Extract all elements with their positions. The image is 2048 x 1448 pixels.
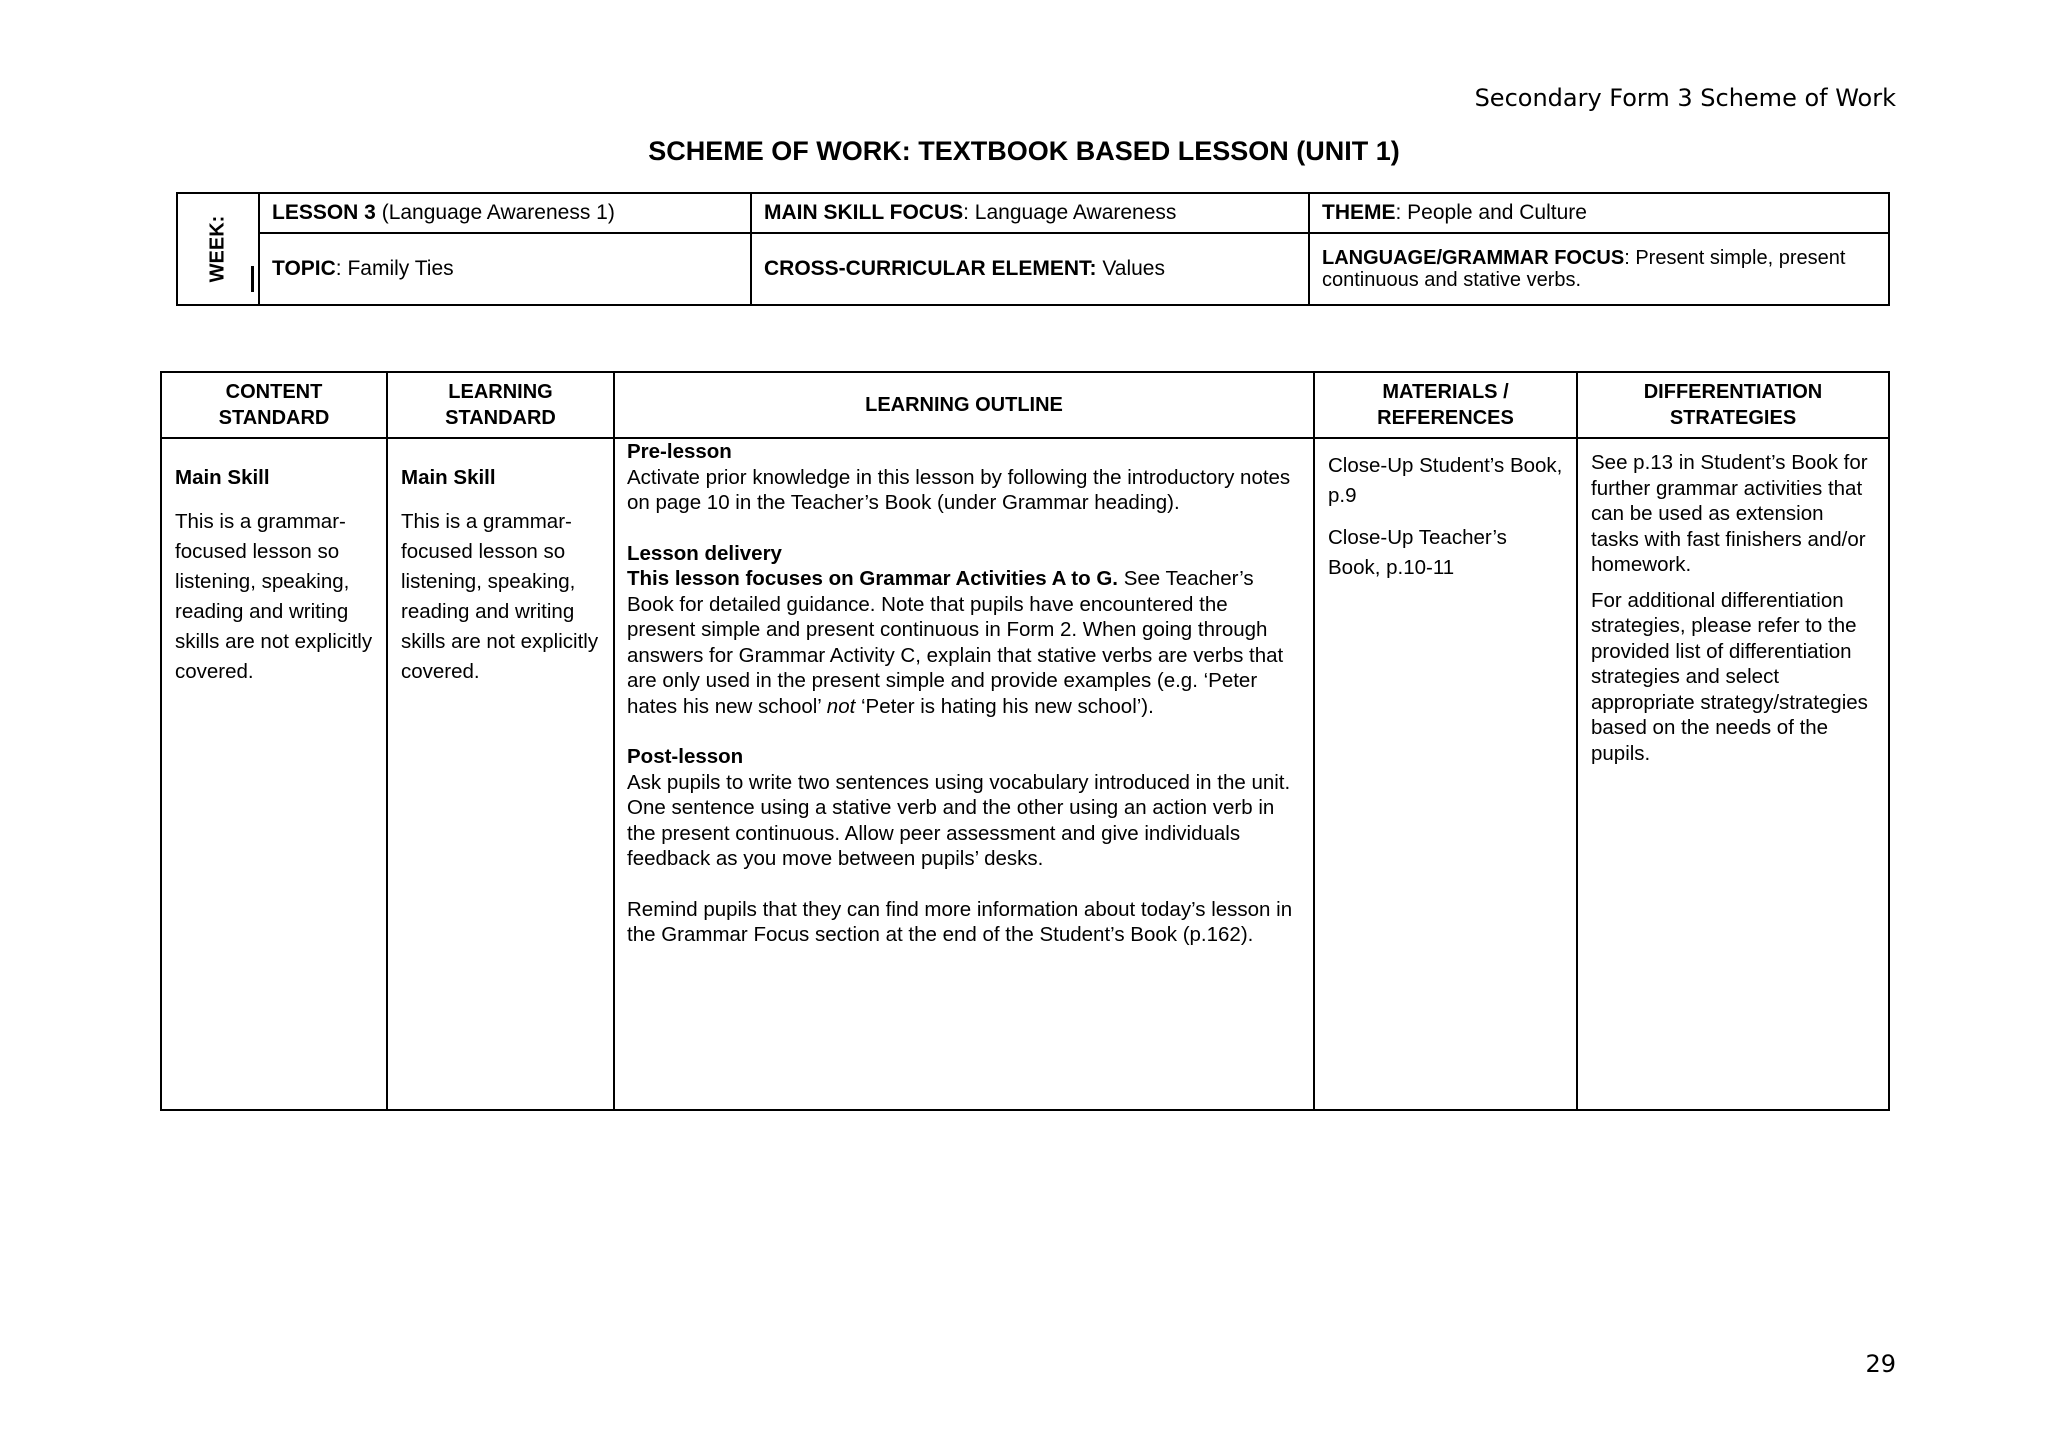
theme-value: : People and Culture bbox=[1395, 201, 1587, 225]
topic-value: : Family Ties bbox=[335, 257, 454, 281]
differentiation-paragraph: See p.13 in Student’s Book for further grammar activities that can be used as extension tasks with fast finishers and/or homework. bbox=[1591, 451, 1868, 576]
cross-curricular-value: Values bbox=[1096, 257, 1165, 281]
materials-header: MATERIALS / REFERENCES bbox=[1314, 372, 1577, 438]
week-cell bbox=[177, 193, 259, 305]
material-item: Close-Up Teacher’s Book, p.10-11 bbox=[1328, 526, 1507, 579]
learning-standard-heading: Main Skill bbox=[401, 466, 496, 489]
differentiation-cell bbox=[1577, 438, 1889, 1110]
learning-standard-cell bbox=[387, 438, 614, 1110]
theme-cell bbox=[1309, 193, 1889, 233]
language-focus-value: : Present simple, present continuous and stative verbs. bbox=[1322, 247, 1846, 292]
week-value-mark bbox=[251, 266, 254, 292]
learning-outline-header: LEARNING OUTLINE bbox=[614, 372, 1314, 438]
info-row-2 bbox=[177, 233, 1889, 305]
lesson-delivery-heading: Lesson delivery bbox=[627, 541, 782, 565]
info-row-1 bbox=[177, 193, 1889, 233]
lesson-cell bbox=[259, 193, 751, 233]
learning-standard-header: LEARNING STANDARD bbox=[387, 372, 614, 438]
learning-outline-cell bbox=[614, 438, 1314, 1110]
content-standard-heading: Main Skill bbox=[175, 466, 270, 489]
header-row bbox=[161, 372, 1889, 438]
learning-standard-text: This is a grammar-focused lesson so listening, speaking, reading and writing skills are not explicitly covered. bbox=[401, 510, 599, 683]
lesson-label: LESSON 3 bbox=[272, 201, 376, 225]
lesson-delivery-text-2: ‘Peter is hating his new school’). bbox=[855, 694, 1154, 718]
post-lesson-heading: Post-lesson bbox=[627, 745, 744, 768]
language-focus-cell bbox=[1309, 233, 1889, 305]
differentiation-paragraph: For additional differentiation strategies, please refer to the provided list of differentiation strategies and select appropriate strategy/strategies based on the needs of the pupils. bbox=[1591, 588, 1868, 765]
cross-curricular-cell bbox=[751, 233, 1309, 305]
lesson-plan-table bbox=[160, 371, 1890, 1111]
pre-lesson-heading: Pre-lesson bbox=[627, 440, 732, 463]
theme-label: THEME bbox=[1322, 201, 1396, 225]
main-skill-value: : Language Awareness bbox=[963, 201, 1177, 225]
material-item: Close-Up Student’s Book, p.9 bbox=[1328, 454, 1563, 507]
running-header: Secondary Form 3 Scheme of Work bbox=[1474, 84, 1896, 112]
content-row bbox=[161, 438, 1889, 1110]
page-title: SCHEME OF WORK: TEXTBOOK BASED LESSON (UNIT 1) bbox=[648, 136, 1400, 166]
lesson-delivery-text-1: See Teacher’s Book for detailed guidance. Note that pupils have encountered the present simple and present continuous in Form 2. When going through answers for Grammar Activity C, explain that stative verbs are verbs that are only used in the present simple and provide examples (e.g. ‘Peter hates his new school’ bbox=[627, 567, 1284, 718]
main-skill-cell bbox=[751, 193, 1309, 233]
language-focus-label: LANGUAGE/GRAMMAR FOCUS bbox=[1322, 247, 1625, 270]
cross-curricular-label: CROSS-CURRICULAR ELEMENT: bbox=[764, 257, 1097, 281]
topic-label: TOPIC bbox=[272, 257, 336, 281]
materials-cell bbox=[1314, 438, 1577, 1110]
lesson-delivery-italic: not bbox=[826, 694, 856, 718]
week-label: WEEK: bbox=[206, 215, 229, 283]
lesson-info-table bbox=[176, 192, 1890, 306]
page-number: 29 bbox=[1865, 1350, 1896, 1378]
main-skill-label: MAIN SKILL FOCUS bbox=[764, 201, 964, 225]
pre-lesson-text: Activate prior knowledge in this lesson by following the introductory notes on page 10 in the Teacher’s Book (under Grammar heading). bbox=[627, 465, 1291, 514]
topic-cell bbox=[259, 233, 751, 305]
post-lesson-text: Ask pupils to write two sentences using vocabulary introduced in the unit. One sentence using a stative verb and the other using an action verb in the present continuous. Allow peer assessment and give individuals feedback as you move between pupils’ desks. bbox=[627, 770, 1291, 870]
remind-text: Remind pupils that they can find more information about today’s lesson in the Grammar Focus section at the end of the Student’s Book (p.162). bbox=[627, 897, 1293, 946]
content-standard-cell bbox=[161, 438, 387, 1110]
lesson-delivery-focus: This lesson focuses on Grammar Activities A to G. bbox=[627, 567, 1118, 590]
content-standard-text: This is a grammar-focused lesson so listening, speaking, reading and writing skills are not explicitly covered. bbox=[175, 510, 373, 683]
lesson-value: (Language Awareness 1) bbox=[375, 201, 615, 225]
lesson-delivery-text bbox=[627, 566, 1301, 719]
content-standard-header: CONTENT STANDARD bbox=[161, 372, 387, 438]
differentiation-header: DIFFERENTIATION STRATEGIES bbox=[1577, 372, 1889, 438]
